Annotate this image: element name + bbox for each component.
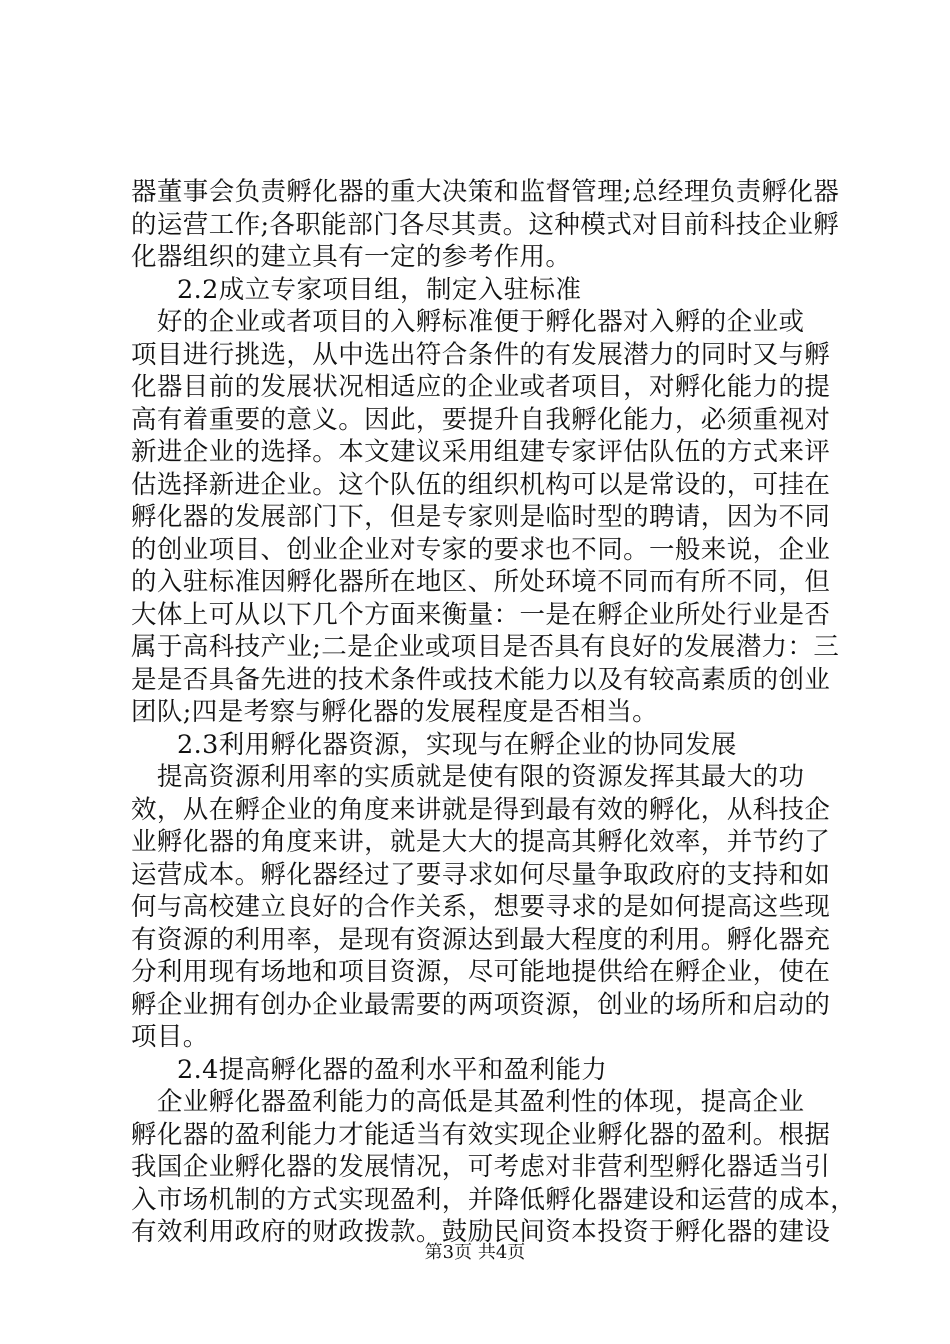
text-line: 分利用现有场地和项目资源，尽可能地提供给在孵企业，使在 xyxy=(131,957,831,987)
text-line: 孵化器的发展部门下，但是专家则是临时型的聘请，因为不同 xyxy=(131,502,831,532)
text-line: 孵化器的盈利能力才能适当有效实现企业孵化器的盈利。根据 xyxy=(131,1119,831,1150)
text-line: 大体上可从以下几个方面来衡量：一是在孵企业所处行业是否 xyxy=(131,599,831,630)
page-footer: 第3页 共4页 xyxy=(424,1242,526,1263)
text-line: 的创业项目、创业企业对专家的要求也不同。一般来说，企业 xyxy=(131,534,831,565)
text-line: 项目。 xyxy=(131,1022,209,1052)
text-line: 团队;四是考察与孵化器的发展程度是否相当。 xyxy=(131,697,658,727)
text-line: 孵企业拥有创办企业最需要的两项资源，创业的场所和启动的 xyxy=(131,989,831,1020)
text-line: 估选择新进企业。这个队伍的组织机构可以是常设的，可挂在 xyxy=(131,469,831,500)
text-line: 属于高科技产业;二是企业或项目是否具有良好的发展潜力：三 xyxy=(131,632,840,662)
text-line: 效，从在孵企业的角度来讲就是得到最有效的孵化，从科技企 xyxy=(131,794,831,825)
text-line: 我国企业孵化器的发展情况，可考虑对非营利型孵化器适当引 xyxy=(131,1152,831,1182)
text-line: 业孵化器的角度来讲，就是大大的提高其孵化效率，并节约了 xyxy=(131,827,831,857)
text-line: 是是否具备先进的技术条件或技术能力以及有较高素质的创业 xyxy=(131,664,831,695)
text-line: 运营成本。孵化器经过了要寻求如何尽量争取政府的支持和如 xyxy=(131,859,831,890)
text-line: 器董事会负责孵化器的重大决策和监督管理;总经理负责孵化器 xyxy=(131,177,840,207)
text-line: 高有着重要的意义。因此，要提升自我孵化能力，必须重视对 xyxy=(131,404,831,435)
text-line: 企业孵化器盈利能力的高低是其盈利性的体现，提高企业 xyxy=(131,1087,805,1117)
text-line: 新进企业的选择。本文建议采用组建专家评估队伍的方式来评 xyxy=(131,437,831,467)
text-line: 提高资源利用率的实质就是使有限的资源发挥其最大的功 xyxy=(131,762,805,792)
text-line: 化器目前的发展状况相适应的企业或者项目，对孵化能力的提 xyxy=(131,372,831,402)
text-line: 入市场机制的方式实现盈利，并降低孵化器建设和运营的成本， xyxy=(131,1184,857,1215)
text-line: 化器组织的建立具有一定的参考作用。 xyxy=(131,242,572,272)
text-line: 有效利用政府的财政拨款。鼓励民间资本投资于孵化器的建设 xyxy=(131,1217,831,1247)
section-heading-2-4: 2.4提高孵化器的盈利水平和盈利能力 xyxy=(177,1054,608,1085)
text-line: 有资源的利用率，是现有资源达到最大程度的利用。孵化器充 xyxy=(131,924,831,955)
body-text xyxy=(131,176,857,1249)
section-heading-2-2: 2.2成立专家项目组，制定入驻标准 xyxy=(177,274,582,305)
text-line: 的入驻标准因孵化器所在地区、所处环境不同而有所不同，但 xyxy=(131,567,831,597)
text-line: 何与高校建立良好的合作关系，想要寻求的是如何提高这些现 xyxy=(131,892,831,922)
text-line: 项目进行挑选，从中选出符合条件的有发展潜力的同时又与孵 xyxy=(131,339,831,370)
text-line: 好的企业或者项目的入孵标准便于孵化器对入孵的企业或 xyxy=(131,307,805,337)
section-heading-2-3: 2.3利用孵化器资源，实现与在孵企业的协同发展 xyxy=(177,729,737,760)
text-line: 的运营工作;各职能部门各尽其责。这种模式对目前科技企业孵 xyxy=(131,209,840,240)
